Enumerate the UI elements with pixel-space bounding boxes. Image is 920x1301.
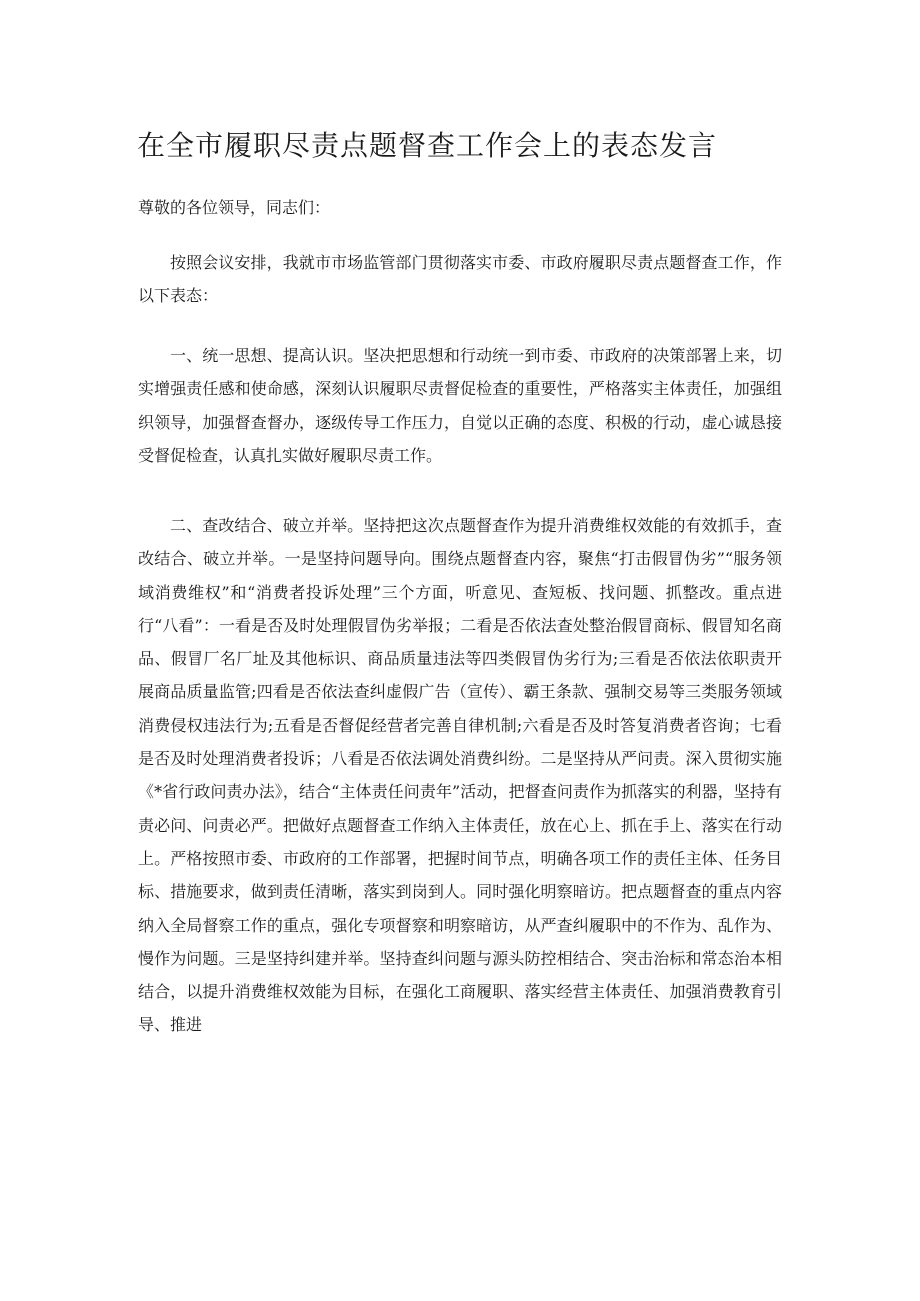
paragraph-intro: 按照会议安排，我就市市场监管部门贯彻落实市委、市政府履职尽责点题督查工作，作以下表态： bbox=[138, 253, 782, 306]
document-title: 在全市履职尽责点题督查工作会上的表态发言 bbox=[137, 129, 718, 162]
paragraph-section-one: 一、统一思想、提高认识。坚决把思想和行动统一到市委、市政府的决策部署上来，切实增强责任感和使命感，深刻认识履职尽责督促检查的重要性，严格落实主体责任，加强组织领导，加强督查督办，逐级传导工作压力，自觉以正确的态度、积极的行动，虚心诚恳接受督促检查，认真扎实做好履职尽责工作。 bbox=[138, 346, 782, 465]
paragraph-section-two: 二、查改结合、破立并举。坚持把这次点题督查作为提升消费维权效能的有效抓手，查改结合、破立并举。一是坚持问题导向。围绕点题督查内容，聚焦“打击假冒伪劣”“服务领域消费维权”和“消费者投诉处理”三个方面，听意见、查短板、找问题、抓整改。重点进行“八看”：一看是否及时处理假冒伪劣举报；二看是否依法查处整治假冒商标、假冒知名商品、假冒厂名厂址及其他标识、商品质量违法等四类假冒伪劣行为;三看是否依法依职责开展商品质量监管;四看是否依法查纠虚假广告（宣传）、霸王条款、强制交易等三类服务领域消费侵权违法行为;五看是否督促经营者完善自律机制;六看是否及时答复消费者咨询；七看是否及时处理消费者投诉；八看是否依法调处消费纠纷。二是坚持从严问责。深入贯彻实施《*省行政问责办法》，结合“主体责任问责年”活动，把督查问责作为抓落实的利器，坚持有责必问、问责必严。把做好点题督查工作纳入主体责任，放在心上、抓在手上、落实在行动上。严格按照市委、市政府的工作部署，把握时间节点，明确各项工作的责任主体、任务目标、措施要求，做到责任清晰，落实到岗到人。同时强化明察暗访。把点题督查的重点内容纳入全局督察工作的重点，强化专项督察和明察暗访，从严查纠履职中的不作为、乱作为、慢作为问题。三是坚持纠建并举。坚持查纠问题与源头防控相结合、突击治标和常态治本相结合，以提升消费维权效能为目标，在强化工商履职、落实经营主体责任、加强消费教育引导、推进 bbox=[138, 516, 782, 1035]
salutation: 尊敬的各位领导，同志们： bbox=[138, 198, 331, 217]
